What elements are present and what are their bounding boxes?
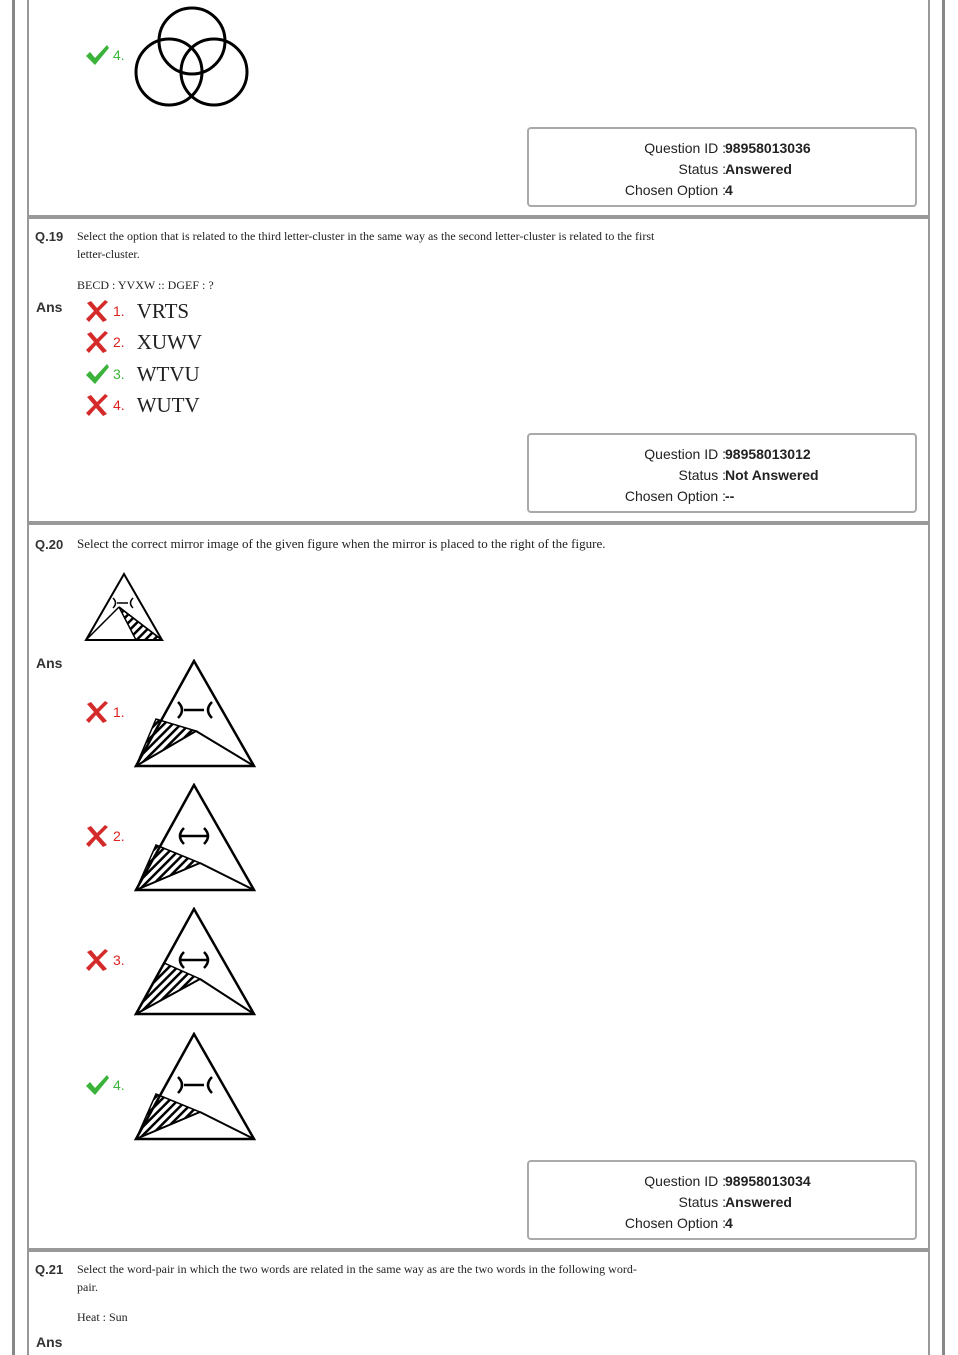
question-text [77, 227, 677, 263]
qid-label: Question ID : [644, 140, 726, 156]
option-number: 1. [113, 303, 125, 319]
ans-label: Ans [36, 1334, 63, 1350]
question-text-line: letter-cluster. [77, 247, 140, 261]
status-value: Answered [725, 1194, 792, 1210]
page-left-border [12, 0, 15, 1355]
question-triangle-figure [84, 572, 164, 642]
q18-option-4 [84, 41, 125, 69]
q18-option-number: 4. [113, 47, 125, 63]
three-circles-figure [133, 5, 251, 110]
option-number: 4. [113, 397, 125, 413]
tick-icon [84, 42, 110, 68]
status-label: Status : [678, 1194, 726, 1210]
question-text-line: pair. [77, 1280, 98, 1294]
q18-info-box [527, 127, 917, 207]
chosen-value: 4 [725, 1215, 733, 1231]
tick-icon [84, 1072, 110, 1098]
cross-icon [84, 699, 110, 725]
qid-value: 98958013012 [725, 446, 811, 462]
page-right-border [942, 0, 945, 1355]
option-text: WUTV [136, 392, 200, 417]
q19-option-3 [84, 360, 200, 388]
qid-label: Question ID : [644, 446, 726, 462]
cross-icon [84, 823, 110, 849]
option-text: XUWV [136, 329, 203, 354]
chosen-label: Chosen Option : [624, 182, 726, 198]
ans-label: Ans [36, 655, 63, 671]
q19-option-4 [84, 391, 200, 419]
option-number: 4. [113, 1077, 125, 1093]
q20-info-box [527, 1160, 917, 1240]
option-3-triangle-figure [134, 907, 256, 1017]
status-label: Status : [678, 467, 726, 483]
question-number: Q.19 [35, 229, 64, 244]
tick-icon [84, 361, 110, 387]
chosen-value: 4 [725, 182, 733, 198]
option-text: VRTS [136, 298, 190, 323]
option-number: 3. [113, 366, 125, 382]
question-prompt: Heat : Sun [77, 1310, 128, 1324]
option-4-triangle-figure [134, 1032, 256, 1142]
chosen-value: -- [725, 488, 735, 504]
question-number: Q.20 [35, 537, 64, 552]
status-label: Status : [678, 161, 726, 177]
cross-icon [84, 947, 110, 973]
option-2-triangle-figure [134, 783, 256, 893]
q20-option-1 [84, 698, 125, 726]
status-value: Not Answered [725, 467, 819, 483]
cross-icon [84, 329, 110, 355]
option-number: 3. [113, 952, 125, 968]
option-number: 2. [113, 828, 125, 844]
option-1-triangle-figure [134, 659, 256, 769]
q20-option-3 [84, 946, 125, 974]
qid-value: 98958013034 [725, 1173, 811, 1189]
q20-option-2 [84, 822, 125, 850]
qid-label: Question ID : [644, 1173, 726, 1189]
ans-label: Ans [36, 299, 63, 315]
question-prompt: BECD : YVXW :: DGEF : ? [77, 278, 214, 292]
q20-option-4 [84, 1071, 125, 1099]
question-text-line: Select the option that is related to the third letter-cluster in the same way as the second letter-cluster is related to the first [77, 229, 655, 243]
option-text: WTVU [136, 361, 200, 386]
chosen-label: Chosen Option : [624, 488, 726, 504]
qid-value: 98958013036 [725, 140, 811, 156]
q19-info-box [527, 433, 917, 513]
question-text-line: Select the word-pair in which the two words are related in the same way as are the two words in the following word- [77, 1262, 637, 1276]
q19-option-1 [84, 297, 189, 325]
question-text: Select the correct mirror image of the given figure when the mirror is placed to the right of the figure. [77, 536, 606, 551]
status-value: Answered [725, 161, 792, 177]
question-text [77, 1260, 677, 1296]
option-number: 2. [113, 334, 125, 350]
chosen-label: Chosen Option : [624, 1215, 726, 1231]
q19-option-2 [84, 328, 202, 356]
option-number: 1. [113, 704, 125, 720]
cross-icon [84, 392, 110, 418]
question-number: Q.21 [35, 1262, 64, 1277]
cross-icon [84, 298, 110, 324]
